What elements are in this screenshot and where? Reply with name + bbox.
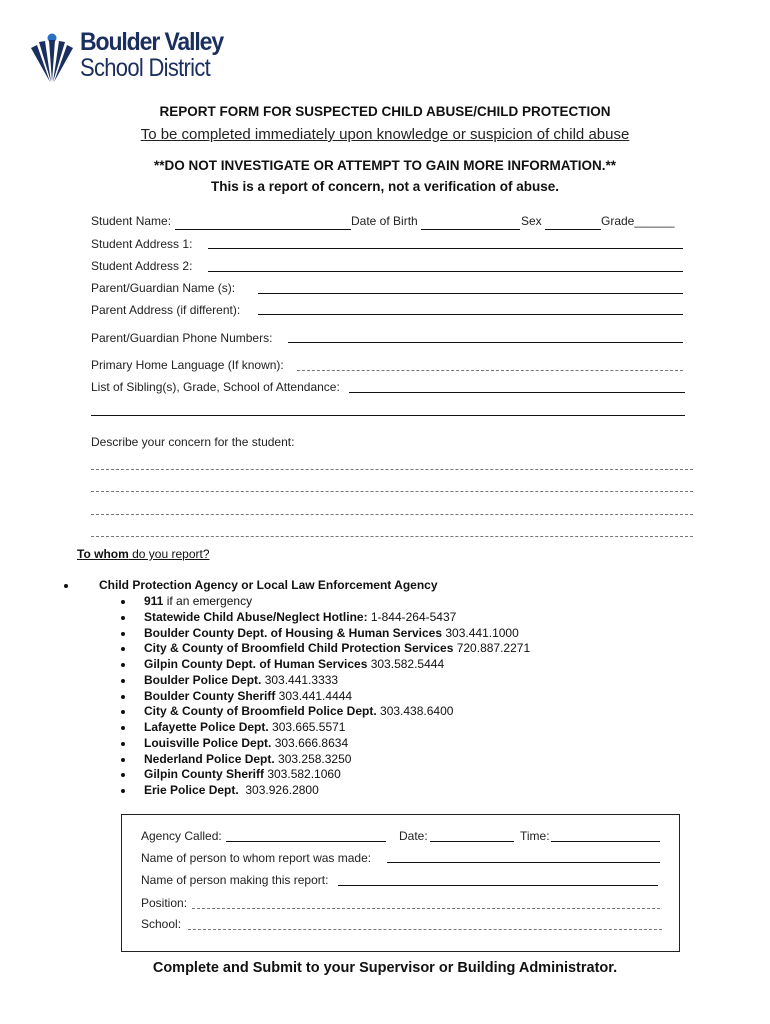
- form-title: REPORT FORM FOR SUSPECTED CHILD ABUSE/CHILD PROTECTION: [159, 104, 611, 119]
- agency-item: [144, 641, 530, 655]
- phone-field[interactable]: [288, 342, 683, 343]
- time-label: Time:: [520, 829, 550, 843]
- address2-label: Student Address 2:: [91, 259, 193, 273]
- agency-item: [144, 720, 345, 734]
- agency-item: [144, 689, 352, 703]
- dob-field[interactable]: [421, 229, 520, 230]
- agency-name: Boulder Police Dept.: [144, 673, 262, 687]
- concern-line-3[interactable]: [91, 514, 693, 515]
- agency-name: Boulder County Sheriff: [144, 689, 276, 703]
- date-field[interactable]: [430, 841, 514, 842]
- district-logo-icon: [28, 32, 76, 84]
- agency-name: City & County of Broomfield Child Protection Services: [144, 641, 454, 655]
- agency-phone: 720.887.2271: [453, 641, 531, 655]
- agency-name: 911: [144, 594, 164, 608]
- person-making-field[interactable]: [338, 885, 658, 886]
- agency-name: Boulder County Dept. of Housing & Human Services: [144, 626, 443, 640]
- bullet-icon: [121, 726, 125, 730]
- siblings-field-line2[interactable]: [91, 415, 685, 416]
- logo-line2: School District: [80, 54, 211, 82]
- agency-name: Nederland Police Dept.: [144, 752, 275, 766]
- agency-called-label: Agency Called:: [141, 829, 222, 843]
- bullet-icon: [121, 758, 125, 762]
- agency-name: Erie Police Dept.: [144, 783, 239, 797]
- school-label: School:: [141, 917, 182, 931]
- person-reported-to-label: Name of person to whom report was made:: [141, 851, 372, 865]
- school-field[interactable]: [188, 929, 662, 930]
- student-name-field[interactable]: [175, 229, 351, 230]
- agency-phone: if an emergency: [163, 594, 253, 608]
- address1-field[interactable]: [208, 248, 683, 249]
- sex-field[interactable]: [545, 229, 601, 230]
- bullet-icon: [121, 632, 125, 636]
- agency-name: City & County of Broomfield Police Dept.: [144, 704, 377, 718]
- logo-line1: Boulder Valley: [80, 28, 224, 56]
- parent-name-field[interactable]: [258, 293, 683, 294]
- agency-phone: 303.438.6400: [376, 704, 454, 718]
- time-field[interactable]: [551, 841, 660, 842]
- language-label: Primary Home Language (If known):: [91, 358, 284, 372]
- form-subtitle: To be completed immediately upon knowledge or suspicion of child abuse: [140, 126, 630, 143]
- date-label: Date:: [399, 829, 428, 843]
- agency-item: [144, 752, 351, 766]
- bullet-icon: [121, 647, 125, 651]
- siblings-field[interactable]: [349, 392, 685, 393]
- agency-header: Child Protection Agency or Local Law Enforcement Agency: [99, 578, 438, 592]
- parent-address-label: Parent Address (if different):: [91, 303, 241, 317]
- agency-phone: 303.926.2800: [238, 783, 319, 797]
- person-reported-to-field[interactable]: [387, 862, 660, 863]
- student-name-label: Student Name:: [91, 214, 172, 228]
- bullet-icon: [121, 663, 125, 667]
- concern-line-2[interactable]: [91, 491, 693, 492]
- bullet-icon: [121, 742, 125, 746]
- agency-name: Statewide Child Abuse/Neglect Hotline:: [144, 610, 368, 624]
- to-whom-rest: do you report?: [128, 547, 210, 561]
- address2-field[interactable]: [208, 271, 683, 272]
- footer-instruction: Complete and Submit to your Supervisor or Building Administrator.: [152, 960, 618, 976]
- agency-phone: 303.582.1060: [264, 767, 341, 781]
- phone-label: Parent/Guardian Phone Numbers:: [91, 331, 273, 345]
- agency-item: [144, 657, 444, 671]
- agency-phone: 303.441.3333: [261, 673, 339, 687]
- agency-phone: 303.441.1000: [442, 626, 519, 640]
- dob-label: Date of Birth: [351, 214, 418, 228]
- bullet-icon: [121, 789, 125, 793]
- language-field[interactable]: [297, 370, 683, 371]
- agency-phone: 303.582.5444: [367, 657, 445, 671]
- grade-label[interactable]: Grade______: [601, 214, 675, 228]
- bullet-icon: [121, 710, 125, 714]
- agency-item: [144, 673, 338, 687]
- warning-report-of-concern: This is a report of concern, not a verification of abuse.: [210, 179, 560, 194]
- to-whom-heading: [77, 547, 210, 561]
- agency-item: [144, 767, 341, 781]
- concern-line-4[interactable]: [91, 536, 693, 537]
- person-making-label: Name of person making this report:: [141, 873, 329, 887]
- agency-phone: 303.441.4444: [275, 689, 353, 703]
- agency-item: [144, 736, 348, 750]
- agency-name: Gilpin County Dept. of Human Services: [144, 657, 368, 671]
- agency-called-field[interactable]: [226, 841, 386, 842]
- bullet-icon: [121, 679, 125, 683]
- to-whom-bold: To whom: [77, 547, 129, 561]
- agency-item: [144, 610, 456, 624]
- position-field[interactable]: [192, 908, 660, 909]
- agency-phone: 1-844-264-5437: [367, 610, 457, 624]
- agency-item: [144, 594, 252, 608]
- agency-phone: 303.258.3250: [274, 752, 352, 766]
- concern-line-1[interactable]: [91, 469, 693, 470]
- agency-name: Lafayette Police Dept.: [144, 720, 269, 734]
- district-logo: [28, 28, 228, 88]
- parent-address-field[interactable]: [258, 314, 683, 315]
- bullet-icon: [121, 773, 125, 777]
- agency-item: [144, 704, 453, 718]
- bullet-icon: [121, 616, 125, 620]
- agency-phone: 303.666.8634: [271, 736, 349, 750]
- sex-label: Sex: [521, 214, 542, 228]
- position-label: Position:: [141, 896, 188, 910]
- address1-label: Student Address 1:: [91, 237, 193, 251]
- agency-item: [144, 783, 319, 797]
- agency-phone: 303.665.5571: [268, 720, 346, 734]
- bullet-icon: [121, 695, 125, 699]
- bullet-icon: [64, 584, 68, 588]
- warning-do-not-investigate: **DO NOT INVESTIGATE OR ATTEMPT TO GAIN MORE INFORMATION.**: [153, 158, 616, 173]
- parent-name-label: Parent/Guardian Name (s):: [91, 281, 236, 295]
- agency-name: Gilpin County Sheriff: [144, 767, 264, 781]
- concern-label: Describe your concern for the student:: [91, 435, 295, 449]
- agency-item: [144, 626, 519, 640]
- agency-name: Louisville Police Dept.: [144, 736, 272, 750]
- siblings-label: List of Sibling(s), Grade, School of Attendance:: [91, 380, 340, 394]
- bullet-icon: [121, 600, 125, 604]
